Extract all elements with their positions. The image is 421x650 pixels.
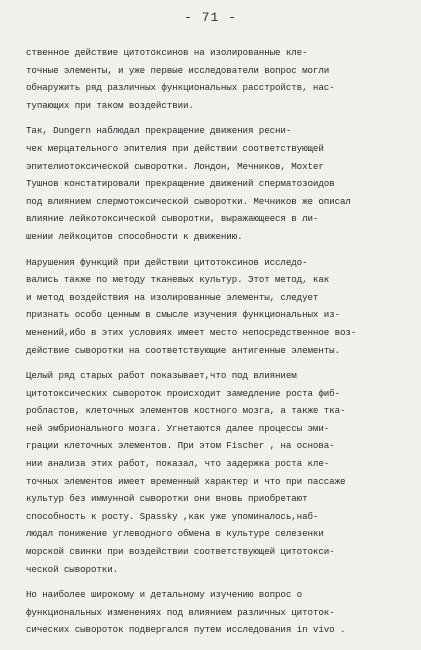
text-line: робластов, клеточных элементов костного мозга, а также тка-	[26, 405, 346, 417]
text-line: точные элементы, и уже первые исследователи вопрос могли	[26, 64, 330, 76]
text-line: способность к росту. Spassky ,как уже упоминалось,наб-	[26, 510, 319, 522]
text-line: чек мерцательного эпителия при действии соответствующей	[26, 142, 324, 154]
text-line: признать особо ценным в смысле изучения функциональных из-	[26, 309, 340, 321]
page-number: - 71 -	[184, 10, 237, 25]
paragraph-gap	[26, 359, 404, 367]
text-line: шении лейкоцитов способности к движению.	[26, 230, 243, 242]
text-line: точных элементов имеет временный характер и что при пассаже	[26, 475, 346, 487]
text-line: ней эмбрионального мозга. Угнетаются далее процессы эми-	[26, 422, 330, 434]
text-line: тупающих при таком воздействии.	[26, 99, 194, 111]
text-line: ственное действие цитотоксинов на изолированные кле-	[26, 47, 308, 58]
text-line: людал понижение углеводного обмена в культуре селезенки	[26, 528, 324, 540]
text-line: вались также по методу тканевых культур. Этот метод, как	[26, 274, 330, 286]
text-line: грации клеточных элементов. При этом Fischer , на основа-	[26, 440, 335, 452]
text-line: действие сыворотки на соответствующие антигенные элементы.	[26, 344, 340, 356]
text-line: Но наиболее широкому и детальному изучению вопрос о	[26, 589, 303, 601]
text-line: Так, Dungern наблюдал прекращение движения ресни-	[26, 125, 292, 137]
text-line: нии анализа этих работ, показал, что задержка роста кле-	[26, 458, 330, 470]
text-line: менений,ибо в этих условиях имеет место непосредственное воз-	[26, 326, 357, 338]
text-line: влияние лейкотоксической сыворотки, выражающееся в ли-	[26, 213, 319, 225]
text-line: ческой сыворотки.	[26, 563, 119, 575]
text-line: морской свинки при воздействии соответствующей цитотокси-	[26, 546, 335, 558]
text-line: Тушнов констатировали прекращение движений сперматозоидов	[26, 178, 335, 190]
text-line: эпителиотоксической сыворотки. Лондон, Мечников, Moxter	[26, 160, 324, 172]
body-text	[26, 44, 404, 639]
text-line: Целый ряд старых работ показывает,что под влиянием	[26, 370, 297, 382]
text-line: культур без иммунной сыворотки они вновь приобретают	[26, 493, 308, 505]
text-line: Нарушения функций при действии цитотоксинов исследо-	[26, 256, 308, 268]
text-line: под влиянием спермотоксической сыворотки. Мечников же описал	[26, 195, 351, 207]
paragraph-gap	[26, 246, 404, 254]
text-line: и метод воздействия на изолированные элементы, следует	[26, 291, 319, 303]
paragraph-gap	[26, 578, 404, 586]
text-line: обнаружить ряд различных функциональных расстройств, нас-	[26, 82, 335, 94]
text-line: цитотоксических сывороток происходит замедление роста фиб-	[26, 387, 340, 399]
paragraph-gap	[26, 114, 404, 122]
text-line: функциональных изменениях под влиянием различных цитоток-	[26, 606, 335, 618]
text-line: сических сывороток подвергался путем исследования in vivo .	[26, 624, 346, 636]
